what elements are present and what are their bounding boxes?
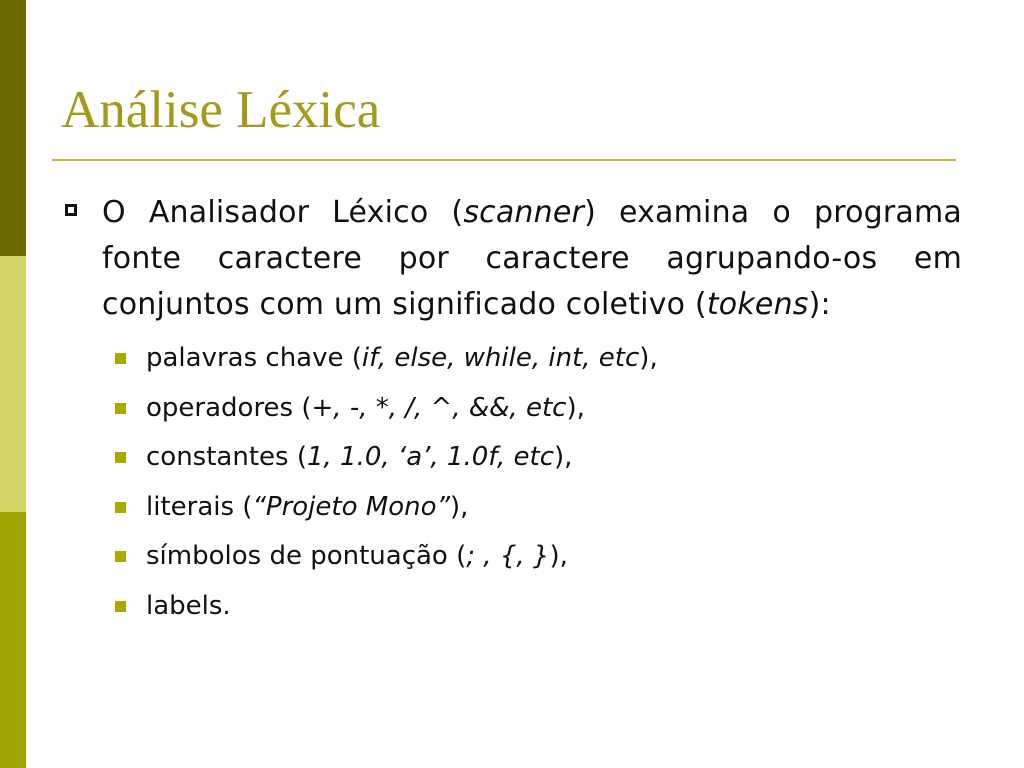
list-item bbox=[114, 483, 962, 533]
main-text-start: O Analisador Léxico ( bbox=[102, 195, 464, 230]
square-bullet-icon bbox=[115, 601, 126, 612]
main-bullet bbox=[62, 190, 962, 328]
left-accent-bar bbox=[0, 0, 26, 768]
item-suffix: ), bbox=[549, 541, 568, 571]
item-suffix: ), bbox=[449, 491, 469, 522]
item-suffix: ), bbox=[639, 343, 658, 373]
list-item bbox=[114, 334, 962, 384]
tokens-term: tokens bbox=[706, 287, 809, 322]
slide-title: Análise Léxica bbox=[61, 81, 381, 139]
item-examples: if, else, while, int, etc bbox=[361, 343, 640, 373]
item-examples: +, -, *, /, ^, &&, etc bbox=[311, 392, 567, 423]
list-item bbox=[114, 384, 962, 434]
main-text-end: ): bbox=[808, 287, 831, 322]
item-examples: “Projeto Mono” bbox=[252, 491, 450, 522]
accent-bar-middle bbox=[0, 256, 26, 512]
item-prefix: constantes ( bbox=[146, 442, 307, 472]
token-type-list bbox=[62, 334, 962, 631]
scanner-term: scanner bbox=[463, 195, 585, 230]
square-bullet-icon bbox=[115, 403, 126, 414]
list-item bbox=[114, 433, 962, 483]
item-examples: ; , {, } bbox=[466, 541, 550, 571]
accent-bar-bottom bbox=[0, 512, 26, 768]
item-prefix: literais ( bbox=[146, 491, 253, 522]
item-prefix: labels. bbox=[146, 590, 231, 621]
square-bullet-icon bbox=[115, 502, 126, 513]
slide-content bbox=[62, 190, 962, 631]
item-prefix: símbolos de pontuação ( bbox=[146, 541, 467, 571]
item-suffix: ), bbox=[566, 392, 585, 423]
square-bullet-icon bbox=[115, 353, 126, 364]
main-text-middle: ) examina o programa fonte caractere por caractere agrupando-os em conjuntos com um significado coletivo ( bbox=[102, 195, 962, 322]
hollow-square-bullet-icon bbox=[65, 204, 77, 216]
title-underline bbox=[52, 159, 956, 161]
list-item bbox=[114, 582, 962, 632]
square-bullet-icon bbox=[115, 551, 126, 562]
item-prefix: palavras chave ( bbox=[146, 343, 362, 373]
accent-bar-top bbox=[0, 0, 26, 256]
main-bullet-text bbox=[102, 190, 962, 328]
item-examples: 1, 1.0, ‘a’, 1.0f, etc bbox=[306, 442, 554, 472]
item-suffix: ), bbox=[553, 442, 573, 472]
square-bullet-icon bbox=[115, 452, 126, 463]
item-prefix: operadores ( bbox=[146, 392, 312, 423]
list-item bbox=[114, 532, 962, 582]
